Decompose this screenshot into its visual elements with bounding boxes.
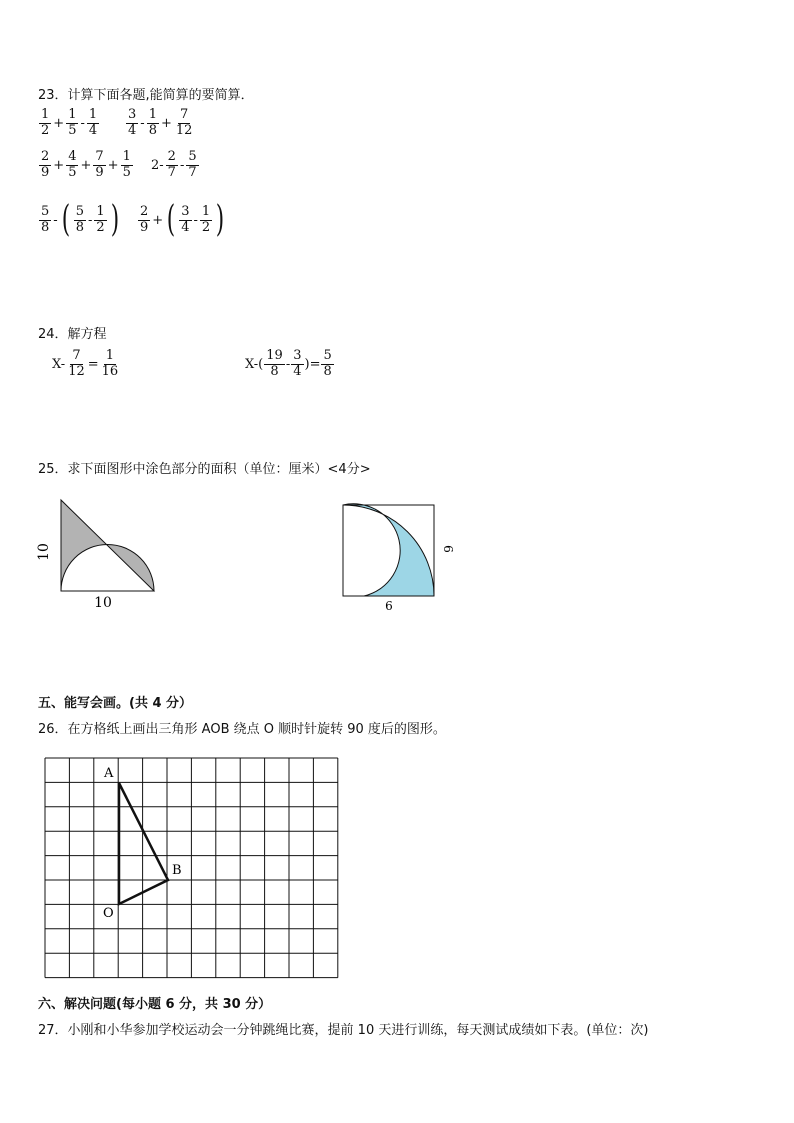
q24-title: 24．解方程 (38, 327, 107, 342)
point-a-label: A (104, 766, 114, 781)
side-length-label: 6 (441, 545, 455, 553)
q23-expression-1: $\frac{1}{2}$ + $\frac{1}{5}$ - $\frac{1}{4}$ (41, 107, 98, 138)
q23-expression-3: $\frac{2}{9}$ + $\frac{4}{5}$ + $\frac{7}{9}$ + $\frac{1}{5}$ (41, 149, 131, 180)
fraction: $\frac{1}{2}$ (96, 203, 105, 235)
triangle-aob (119, 783, 168, 904)
shaded-crescent-region (343, 504, 434, 596)
fraction: $\frac{5}{8}$ (41, 203, 50, 235)
fraction: $\frac{1}{5}$ (122, 149, 131, 180)
side-length-label: 10 (36, 543, 52, 561)
q25-figure-triangle-semicircle (30, 490, 170, 615)
q23-expression-4: 2- $\frac{2}{7}$ - $\frac{5}{7}$ (151, 149, 197, 180)
q23-expression-5: $\frac{5}{8}$ - ( $\frac{5}{8}$ - $\frac{1}{2}$ ) (41, 199, 119, 240)
point-o-label: O (103, 906, 114, 921)
fraction: $\frac{7}{12}$ (68, 348, 85, 379)
fraction: $\frac{2}{7}$ (167, 149, 176, 180)
q24-equation-2: X-( $\frac{19}{8}$ - $\frac{3}{4}$ )= $\frac{5}{8}$ (245, 348, 332, 379)
fraction: $\frac{5}{7}$ (188, 149, 197, 180)
fraction: $\frac{4}{5}$ (68, 149, 77, 180)
fraction: $\frac{7}{9}$ (95, 149, 104, 180)
fraction: $\frac{5}{8}$ (75, 203, 85, 235)
point-b-label: B (172, 863, 182, 878)
fraction: $\frac{1}{8}$ (148, 107, 157, 138)
base-length-label: 6 (385, 599, 393, 613)
fraction: $\frac{1}{2}$ (41, 107, 50, 138)
q23-title: 23．计算下面各题,能简算的要简算． (38, 88, 254, 103)
q24-equation-1: X- $\frac{7}{12}$ = $\frac{1}{16}$ (52, 348, 119, 379)
fraction: $\frac{7}{12}$ (175, 107, 193, 138)
q26-title: 26．在方格纸上画出三角形 AOB 绕点 O 顺时针旋转 90 度后的图形。 (38, 722, 446, 737)
q27-title: 27．小刚和小华参加学校运动会一分钟跳绳比赛，提前 10 天进行训练，每天测试成绩如下表。(单位：次) (38, 1023, 649, 1038)
section-5-heading: 五、能写会画。(共 4 分） (38, 696, 193, 711)
fraction: $\frac{5}{8}$ (323, 348, 332, 379)
q23-expression-2: $\frac{3}{4}$ - $\frac{1}{8}$ + $\frac{7}{12}$ (128, 107, 193, 138)
q23-expression-6: $\frac{2}{9}$ + ( $\frac{3}{4}$ - $\frac{1}{2}$ ) (140, 199, 225, 240)
fraction: $\frac{3}{4}$ (128, 107, 137, 138)
q25-figure-square-crescent (336, 497, 456, 615)
fraction: $\frac{3}{4}$ (293, 348, 302, 379)
fraction: $\frac{1}{4}$ (88, 107, 98, 138)
fraction: $\frac{1}{16}$ (101, 348, 119, 379)
fraction: $\frac{2}{9}$ (140, 203, 149, 235)
fraction: $\frac{3}{4}$ (181, 203, 190, 235)
grid-lines (45, 758, 338, 978)
fraction: $\frac{1}{5}$ (68, 107, 77, 138)
fraction: $\frac{2}{9}$ (41, 149, 50, 180)
base-length-label: 10 (94, 595, 112, 611)
q26-grid-paper (30, 745, 350, 985)
q25-title: 25．求下面图形中涂色部分的面积（单位：厘米）<4分> (38, 462, 371, 477)
fraction: $\frac{1}{2}$ (201, 203, 211, 235)
fraction: $\frac{19}{8}$ (266, 348, 283, 379)
section-6-heading: 六、解决问题(每小题 6 分，共 30 分） (38, 997, 272, 1012)
